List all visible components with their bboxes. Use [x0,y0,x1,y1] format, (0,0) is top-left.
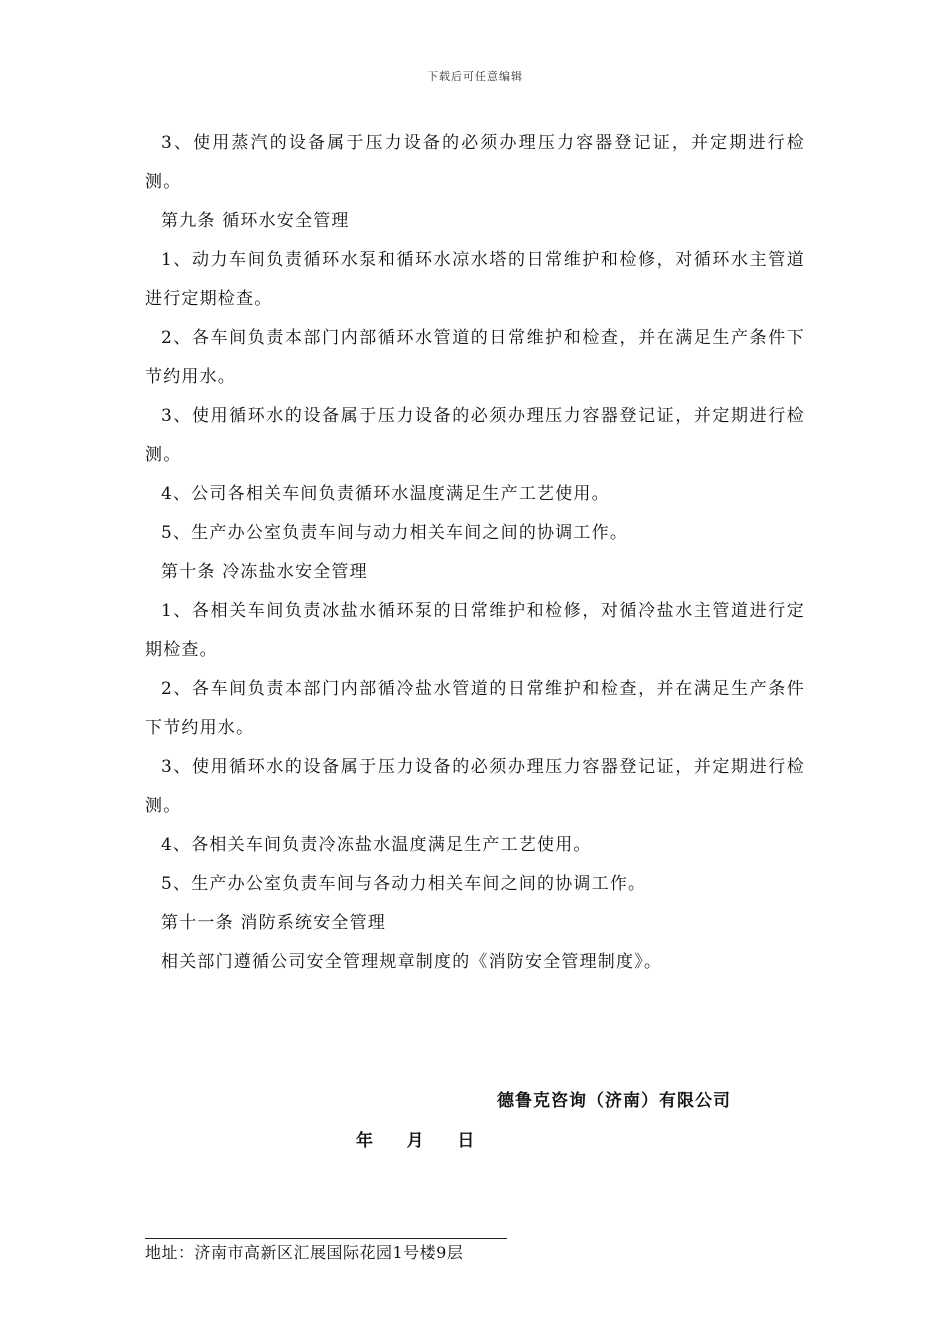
document-body [145,124,805,982]
paragraph: 5、生产办公室负责车间与动力相关车间之间的协调工作。 [161,523,629,543]
paragraph: 4、公司各相关车间负责循环水温度满足生产工艺使用。 [161,484,610,504]
section-heading: 第十一条 消防系统安全管理 [161,913,387,933]
paragraph: 2、各车间负责本部门内部循环水管道的日常维护和检查，并在满足生产条件下节约用水。 [145,328,805,387]
paragraph: 5、生产办公室负责车间与各动力相关车间之间的协调工作。 [161,874,647,894]
section-heading: 第九条 循环水安全管理 [161,211,350,231]
signature-date: 年 月 日 [356,1131,477,1151]
company-signature: 德鲁克咨询（济南）有限公司 [497,1091,731,1111]
paragraph: 2、各车间负责本部门内部循冷盐水管道的日常维护和检查，并在满足生产条件下节约用水。 [145,679,805,738]
paragraph: 3、使用循环水的设备属于压力设备的必须办理压力容器登记证，并定期进行检测。 [145,406,805,465]
footer-divider [145,1238,507,1239]
paragraph: 3、使用蒸汽的设备属于压力设备的必须办理压力容器登记证，并定期进行检测。 [145,133,805,192]
paragraph: 1、动力车间负责循环水泵和循环水凉水塔的日常维护和检修，对循环水主管道进行定期检查。 [145,250,805,309]
section-heading: 第十条 冷冻盐水安全管理 [161,562,368,582]
footer-address: 地址：济南市高新区汇展国际花园1号楼9层 [145,1243,464,1262]
paragraph: 相关部门遵循公司安全管理规章制度的《消防安全管理制度》。 [161,952,663,972]
page-header: 下载后可任意编辑 [427,70,523,83]
paragraph: 4、各相关车间负责冷冻盐水温度满足生产工艺使用。 [161,835,592,855]
paragraph: 3、使用循环水的设备属于压力设备的必须办理压力容器登记证，并定期进行检测。 [145,757,805,816]
paragraph: 1、各相关车间负责冰盐水循环泵的日常维护和检修，对循冷盐水主管道进行定期检查。 [145,601,805,660]
